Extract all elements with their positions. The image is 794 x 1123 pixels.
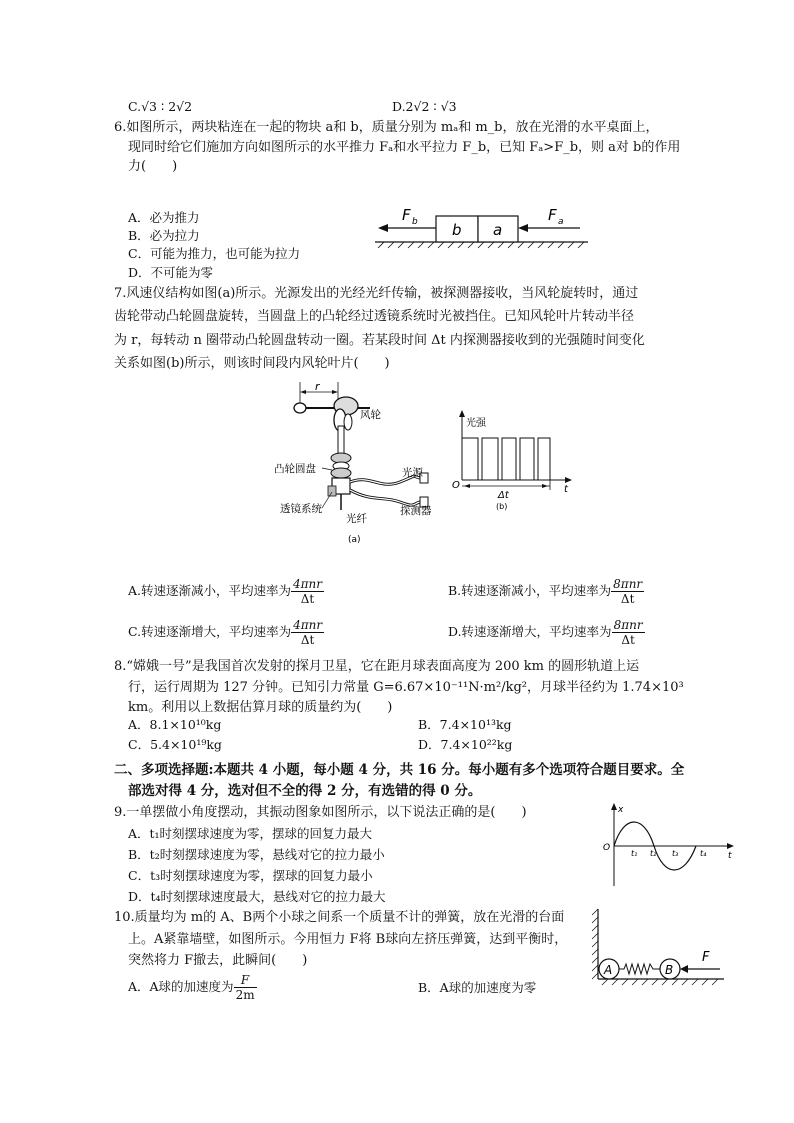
q10-stem-line3: 突然将力 F撤去，此瞬间( )	[128, 953, 308, 968]
fraction-denominator: Δt	[621, 633, 635, 647]
q7-option-d-fraction	[612, 618, 645, 647]
t4-label: t₄	[700, 849, 707, 858]
figure-a-caption: (a)	[348, 535, 361, 545]
q7-option-b[interactable]	[448, 576, 644, 606]
cam-disk-label: 凸轮圆盘	[274, 463, 316, 475]
t2-label: t₂	[650, 849, 657, 858]
fraction-numerator: 4πnr	[293, 577, 323, 591]
force-f-label: F	[702, 950, 710, 965]
q6-option-d[interactable]: D．不可能为零	[128, 265, 214, 280]
t1-label: t₁	[631, 849, 638, 858]
fiber-label: 光纤	[346, 513, 367, 525]
q9-oscillation-figure	[600, 800, 740, 890]
lens-system-label: 透镜系统	[280, 503, 322, 515]
q7-option-a-text: A.转速逐渐减小，平均速率为	[128, 583, 292, 598]
q10-stem-line1: 10.质量均为 m的 A、B两个小球之间系一个质量不计的弹簧，放在光滑的台面	[114, 910, 565, 925]
q9-option-d[interactable]: D．t₄时刻摆球速度最大，悬线对它的拉力最大	[128, 889, 386, 904]
q7-figure-a	[260, 378, 450, 548]
q7-option-c-text: C.转速逐渐增大，平均速率为	[128, 624, 292, 639]
section2-heading-line2: 部选对得 4 分，选对但不全的得 2 分，有选错的得 0 分。	[128, 783, 482, 799]
q7-stem-line4: 关系如图(b)所示，则该时间段内风轮叶片( )	[114, 356, 390, 371]
q7-option-b-fraction	[611, 577, 644, 606]
q8-option-b[interactable]: B．7.4×10¹³kg	[418, 717, 512, 732]
force-fa-sub: a	[558, 217, 564, 227]
q7-option-b-text: B.转速逐渐减小，平均速率为	[448, 583, 612, 598]
q7-option-a[interactable]	[128, 576, 324, 606]
q7-stem-line3: 为 r，每转动 n 圈带动凸轮圆盘转动一圈。若某段时间 Δt 内探测器接收到的光强随时间变化	[114, 333, 645, 348]
q10-option-a[interactable]	[128, 972, 257, 1002]
q7-option-a-fraction	[291, 577, 324, 606]
q7-stem-line1: 7.风速仪结构如图(a)所示。光源发出的光经光纤传输，被探测器接收，当风轮旋转时，通过	[114, 286, 639, 301]
t-axis-label: t	[728, 851, 732, 861]
fraction-numerator: 8πnr	[613, 618, 643, 632]
fraction-numerator: F	[234, 973, 257, 988]
q7-option-c[interactable]	[128, 617, 324, 647]
q6-stem-line3: 力( )	[128, 159, 178, 174]
block-a-label: a	[493, 221, 503, 239]
fraction-denominator: Δt	[620, 592, 635, 606]
ball-b-label: B	[665, 963, 674, 977]
delta-t-label: Δt	[498, 490, 509, 501]
light-intensity-pulses	[462, 438, 550, 480]
ball-a-label: A	[604, 963, 613, 977]
q6-option-c[interactable]: C．可能为推力，也可能为拉力	[128, 246, 301, 261]
q9-option-b[interactable]: B．t₂时刻摆球速度为零，悬线对它的拉力最小	[128, 847, 385, 862]
q10-stem-line2: 上。A紧靠墙壁，如图所示。今用恒力 F将 B球向左挤压弹簧，达到平衡时，	[128, 932, 568, 947]
q10-option-a-text: A．A球的加速度为	[128, 979, 234, 994]
q7-option-d-text: D.转速逐渐增大，平均速率为	[448, 624, 612, 639]
q8-option-a[interactable]: A．8.1×10¹⁰kg	[128, 717, 222, 732]
force-fb-sub: b	[412, 217, 418, 227]
force-fa-label: F	[548, 206, 557, 224]
spring	[619, 964, 660, 974]
q8-stem-line3: km。利用以上数据估算月球的质量约为( )	[128, 700, 393, 715]
q9-option-a[interactable]: A．t₁时刻摆球速度为零，摆球的回复力最大	[128, 826, 373, 841]
q8-option-c[interactable]: C．5.4×10¹⁹kg	[128, 737, 222, 752]
section2-heading-line1: 二、多项选择题:本题共 4 小题，每小题 4 分，共 16 分。每小题有多个选项符合题目要求。全	[114, 762, 685, 778]
q6-option-a[interactable]: A．必为推力	[128, 210, 200, 225]
q10-spring-figure	[590, 905, 730, 987]
figure-b-caption: (b)	[496, 502, 508, 511]
q9-stem: 9.一单摆做小角度摆动，其振动图象如图所示，以下说法正确的是( )	[114, 805, 527, 820]
x-axis-label: x	[618, 805, 624, 815]
q5-option-c[interactable]: C.√3 ∶ 2√2	[128, 99, 193, 114]
fraction-numerator: 8πnr	[613, 577, 643, 591]
detector-label: 探测器	[400, 505, 432, 517]
q10-option-a-fraction	[234, 973, 257, 1002]
q7-option-d[interactable]	[448, 617, 645, 647]
q7-figure-b	[450, 408, 575, 512]
q6-stem-line1: 6.如图所示，两块粘连在一起的物块 a和 b，质量分别为 mₐ和 m_b，放在光滑的水平桌面上，	[114, 120, 659, 135]
q6-option-b[interactable]: B．必为拉力	[128, 228, 200, 243]
q6-stem-line2: 现同时给它们施加方向如图所示的水平推力 Fₐ和水平拉力 F_b，已知 Fₐ>F_b，则 a对 b的作用	[128, 140, 681, 155]
q8-stem-line1: 8.“嫦娥一号”是我国首次发射的探月卫星，它在距月球表面高度为 200 km 的圆形轨道上运	[114, 659, 640, 674]
t3-label: t₃	[672, 849, 679, 858]
wind-wheel-label: 风轮	[360, 409, 381, 421]
fraction-numerator: 4πnr	[293, 618, 323, 632]
q7-option-c-fraction	[291, 618, 324, 647]
q9-option-c[interactable]: C．t₃时刻摆球速度为零，摆球的回复力最小	[128, 868, 373, 883]
fraction-denominator: Δt	[300, 592, 315, 606]
q8-stem-line2: 行，运行周期为 127 分钟。已知引力常量 G=6.67×10⁻¹¹N·m²/kg²，月球半径约为 1.74×10³	[128, 680, 684, 695]
q8-option-d[interactable]: D．7.4×10²²kg	[418, 737, 513, 752]
q6-blocks-figure	[370, 200, 595, 250]
q10-option-b[interactable]: B．A球的加速度为零	[418, 980, 537, 995]
q5-option-d[interactable]: D.2√2 ∶ √3	[392, 99, 457, 114]
q7-stem-line2: 齿轮带动凸轮圆盘旋转，当圆盘上的凸轮经过透镜系统时光被挡住。已知风轮叶片转动半径	[114, 309, 635, 324]
origin-label: O	[452, 480, 460, 491]
fraction-denominator: 2m	[235, 988, 255, 1002]
block-b-label: b	[452, 221, 462, 239]
origin-label: O	[603, 843, 611, 853]
time-axis-label: t	[564, 484, 568, 495]
fraction-denominator: Δt	[300, 633, 315, 647]
radius-label: r	[315, 380, 320, 393]
light-source-label: 光源	[402, 467, 423, 479]
force-fb-label: F	[402, 206, 411, 224]
light-intensity-axis-label: 光强	[466, 418, 486, 429]
